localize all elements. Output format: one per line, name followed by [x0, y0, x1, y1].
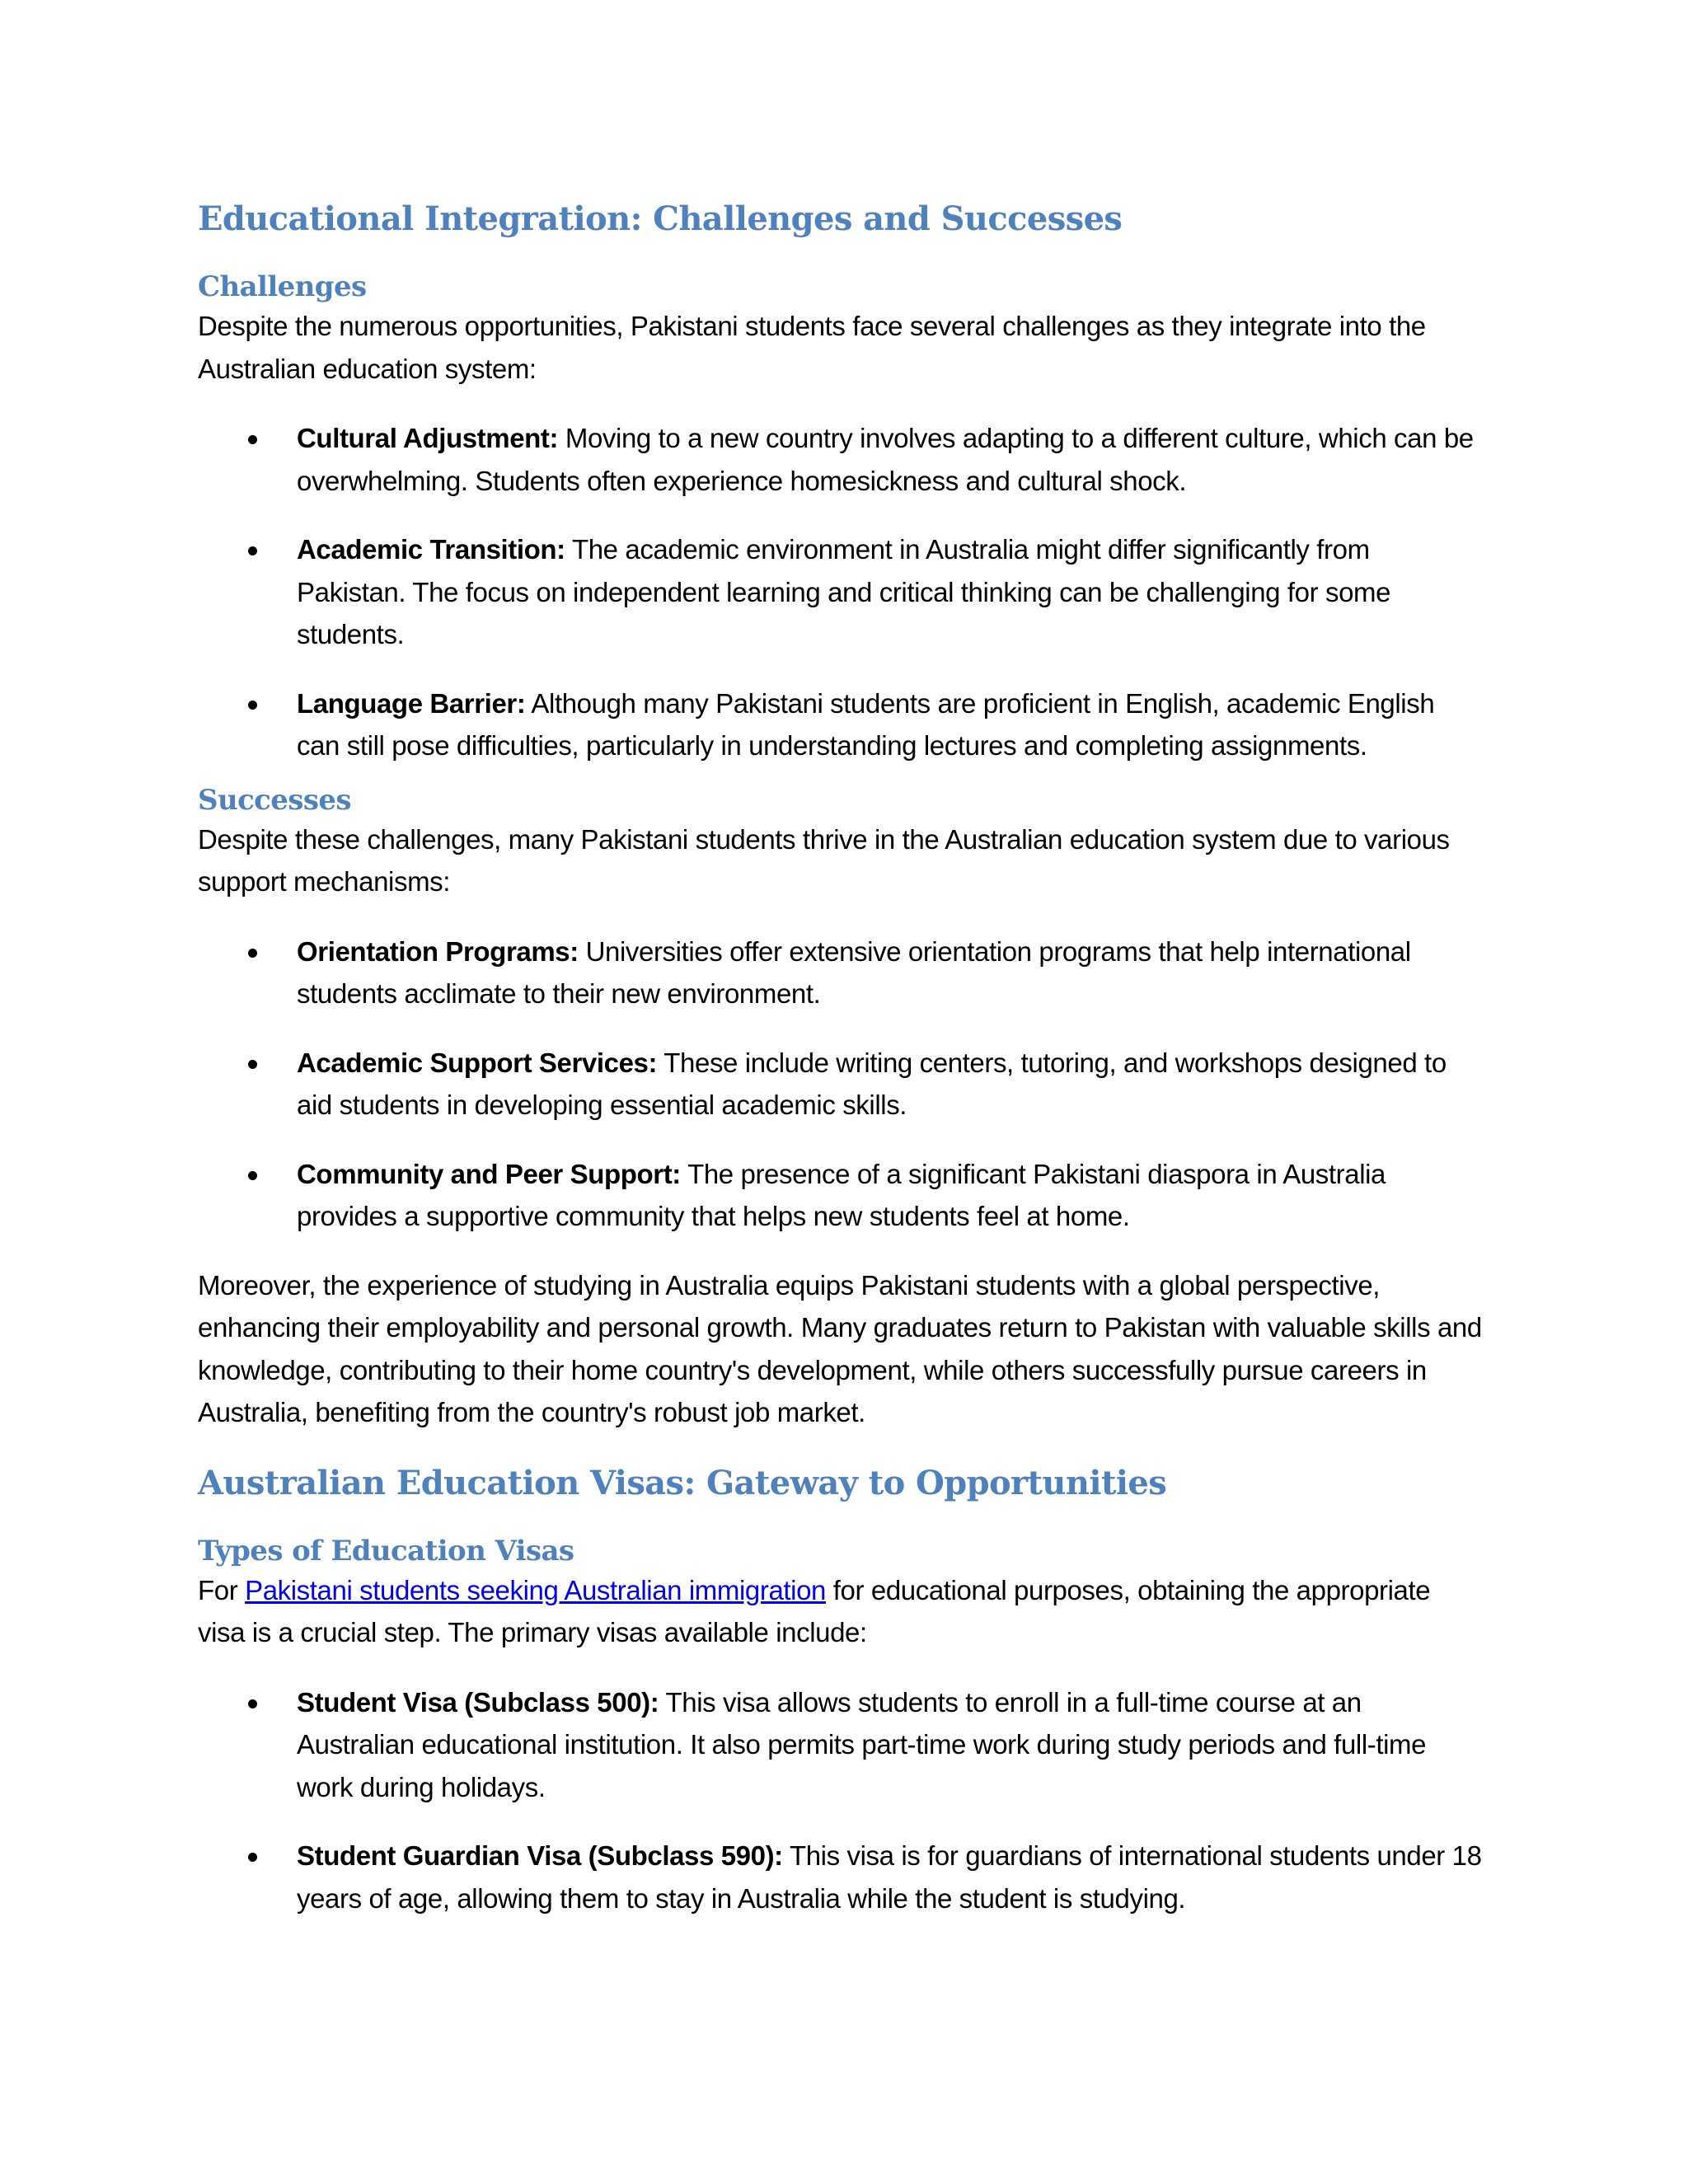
- list-item-term: Community and Peer Support:: [297, 1158, 681, 1189]
- bullet-icon: [248, 1171, 257, 1180]
- visas-intro-paragraph: [198, 1569, 1484, 1654]
- list-item-text: Universities offer extensive orientation programs that help international students acclimate to their new environment.: [297, 935, 1411, 1009]
- list-item-term: Student Visa (Subclass 500):: [297, 1686, 659, 1718]
- list-item: [198, 1681, 1484, 1809]
- closing-paragraph: Moreover, the experience of studying in Australia equips Pakistani students with a global perspective, enhancing their employability and personal growth. Many graduates return to Pakistan with valuable skills and knowledge, contributing to their home country's development, while others successfully pursue careers in Australia, benefiting from the country's robust job market.: [198, 1269, 1482, 1427]
- list-item-text: This visa is for guardians of international students under 18 years of age, allowing them to stay in Australia while the student is studying.: [297, 1840, 1482, 1914]
- section-title-education-visas: Australian Education Visas: Gateway to Opportunities: [198, 1463, 1167, 1502]
- list-item-term: Cultural Adjustment:: [297, 423, 559, 453]
- document-page: [198, 196, 1484, 1919]
- list-item-term: Student Guardian Visa (Subclass 590):: [297, 1840, 783, 1871]
- subheading-challenges: Challenges: [198, 270, 367, 303]
- list-item-text: These include writing centers, tutoring, and workshops designed to aid students in developing essential academic skills.: [297, 1047, 1447, 1120]
- bullet-icon: [248, 1699, 257, 1708]
- list-item-term: Orientation Programs:: [297, 935, 579, 967]
- list-item-term: Academic Transition:: [297, 534, 565, 565]
- bullet-icon: [248, 546, 257, 555]
- list-item: [198, 930, 1484, 1015]
- visas-intro-prefix: For: [198, 1574, 246, 1605]
- section-title-educational-integration: Educational Integration: Challenges and Successes: [198, 199, 1123, 238]
- list-item: [198, 1042, 1484, 1127]
- list-item: [198, 682, 1484, 767]
- immigration-link[interactable]: Pakistani students seeking Australian immigration: [245, 1574, 827, 1605]
- list-item-text: Although many Pakistani students are proficient in English, academic English can still pose difficulties, particularly in understanding lectures and completing assignments.: [297, 687, 1435, 761]
- list-item-text: This visa allows students to enroll in a full-time course at an Australian educational institution. It also permits part-time work during study periods and full-time work during holidays.: [297, 1686, 1427, 1802]
- list-item-text: Moving to a new country involves adapting to a different culture, which can be overwhelming. Students often experience homesickness and cultural shock.: [297, 423, 1474, 496]
- list-item-term: Academic Support Services:: [297, 1047, 658, 1078]
- successes-intro-paragraph: Despite these challenges, many Pakistani students thrive in the Australian education system due to various support mechanisms:: [198, 823, 1450, 897]
- list-item: [198, 1835, 1484, 1919]
- bullet-icon: [248, 435, 257, 444]
- list-item-text: The academic environment in Australia might differ significantly from Pakistan. The focus on independent learning and critical thinking can be challenging for some students.: [297, 534, 1391, 649]
- subheading-successes: Successes: [198, 783, 351, 817]
- list-item-term: Language Barrier:: [297, 687, 526, 719]
- visa-types-list: [198, 1681, 1484, 1920]
- subheading-types-of-visas: Types of Education Visas: [198, 1534, 574, 1568]
- list-item: [198, 528, 1484, 656]
- challenges-intro-paragraph: Despite the numerous opportunities, Pakistani students face several challenges as they integrate into the Australian education system:: [198, 311, 1426, 384]
- visas-intro-suffix: for educational purposes, obtaining the appropriate visa is a crucial step. The primary visas available include:: [198, 1574, 1431, 1647]
- challenges-list: [198, 417, 1484, 767]
- list-item-text: The presence of a significant Pakistani diaspora in Australia provides a supportive community that helps new students feel at home.: [297, 1158, 1386, 1231]
- bullet-icon: [248, 949, 257, 958]
- list-item: [198, 1153, 1484, 1238]
- bullet-icon: [248, 1853, 257, 1862]
- bullet-icon: [248, 1060, 257, 1069]
- successes-list: [198, 930, 1484, 1238]
- bullet-icon: [248, 701, 257, 710]
- list-item: [198, 417, 1484, 502]
